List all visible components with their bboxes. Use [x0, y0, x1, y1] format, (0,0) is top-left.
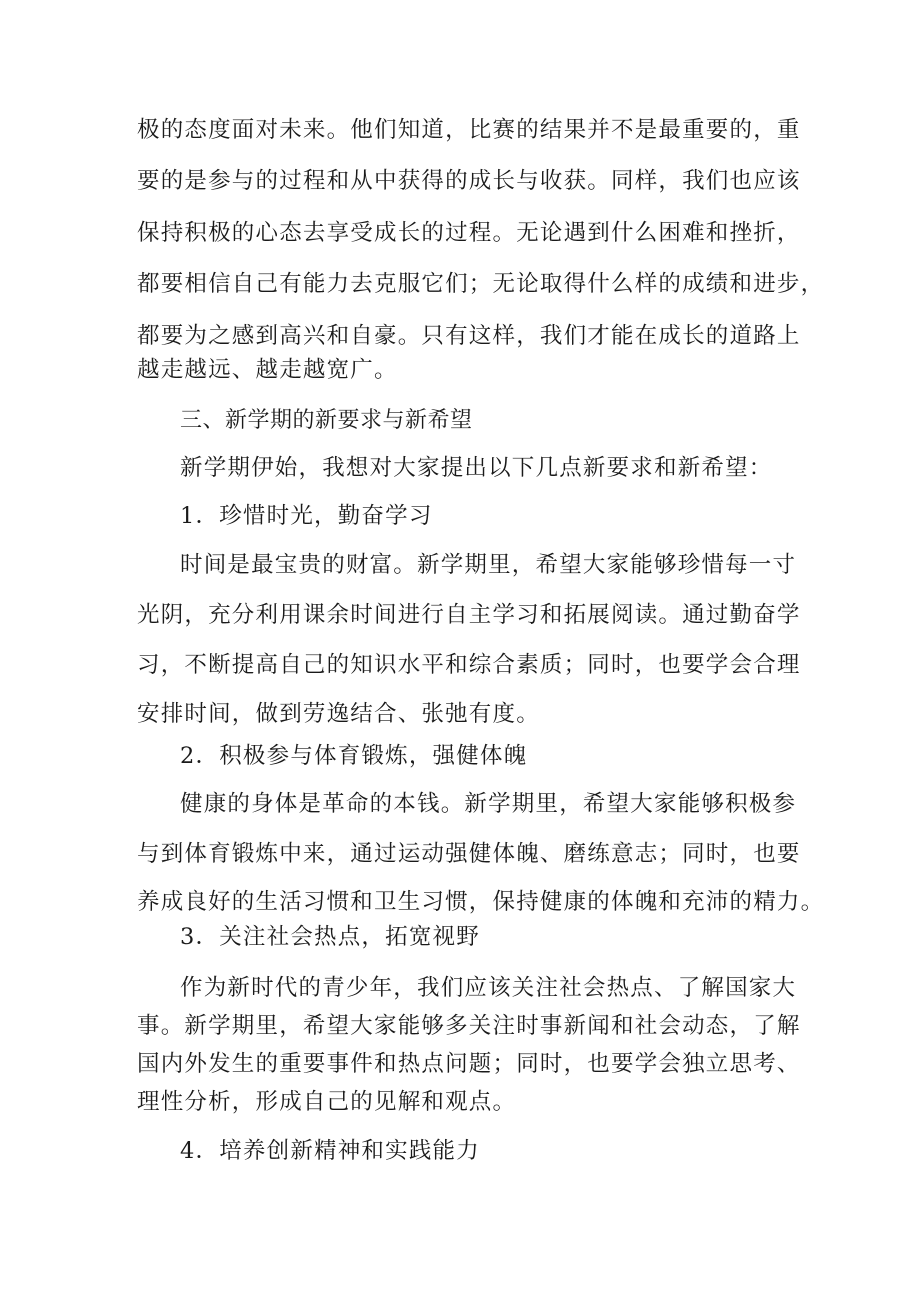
paragraph-line: 都要为之感到高兴和自豪。只有这样，我们才能在成长的道路上 [137, 323, 801, 349]
paragraph-line: 健康的身体是革命的本钱。新学期里，希望大家能够积极参 [180, 791, 797, 817]
paragraph-line: 国内外发生的重要事件和热点问题；同时，也要学会独立思考、 [137, 1051, 801, 1077]
paragraph-line: 要的是参与的过程和从中获得的成长与收获。同样，我们也应该 [137, 168, 801, 194]
paragraph-line: 事。新学期里，希望大家能够多关注时事新闻和社会动态，了解 [137, 1013, 801, 1039]
paragraph-line: 光阴，充分利用课余时间进行自主学习和拓展阅读。通过勤奋学 [137, 602, 801, 628]
section-intro: 新学期伊始，我想对大家提出以下几点新要求和新希望： [180, 455, 773, 481]
paragraph-line: 都要相信自己有能力去克服它们；无论取得什么样的成绩和进步， [137, 271, 825, 297]
paragraph-line: 与到体育锻炼中来，通过运动强健体魄、磨练意志；同时，也要 [137, 841, 801, 867]
paragraph-line: 作为新时代的青少年，我们应该关注社会热点、了解国家大 [180, 975, 797, 1001]
paragraph-line: 习，不断提高自己的知识水平和综合素质；同时，也要学会合理 [137, 652, 801, 678]
paragraph-line: 越走越远、越走越宽广。 [137, 357, 398, 383]
paragraph-line: 极的态度面对未来。他们知道，比赛的结果并不是最重要的，重 [137, 117, 801, 143]
paragraph-line: 保持积极的心态去享受成长的过程。无论遇到什么困难和挫折， [137, 220, 801, 246]
paragraph-line: 理性分析，形成自己的见解和观点。 [137, 1089, 517, 1115]
item-title: 2．积极参与体育锻炼，强健体魄 [180, 743, 528, 769]
item-title: 1．珍惜时光，勤奋学习 [180, 503, 433, 529]
paragraph-line: 养成良好的生活习惯和卫生习惯，保持健康的体魄和充沛的精力。 [137, 889, 825, 915]
paragraph-line: 时间是最宝贵的财富。新学期里，希望大家能够珍惜每一寸 [180, 552, 797, 578]
paragraph-line: 安排时间，做到劳逸结合、张弛有度。 [137, 701, 540, 727]
section-heading: 三、新学期的新要求与新希望 [180, 408, 473, 433]
item-title: 3．关注社会热点，拓宽视野 [180, 924, 480, 950]
item-title: 4．培养创新精神和实践能力 [180, 1138, 480, 1164]
